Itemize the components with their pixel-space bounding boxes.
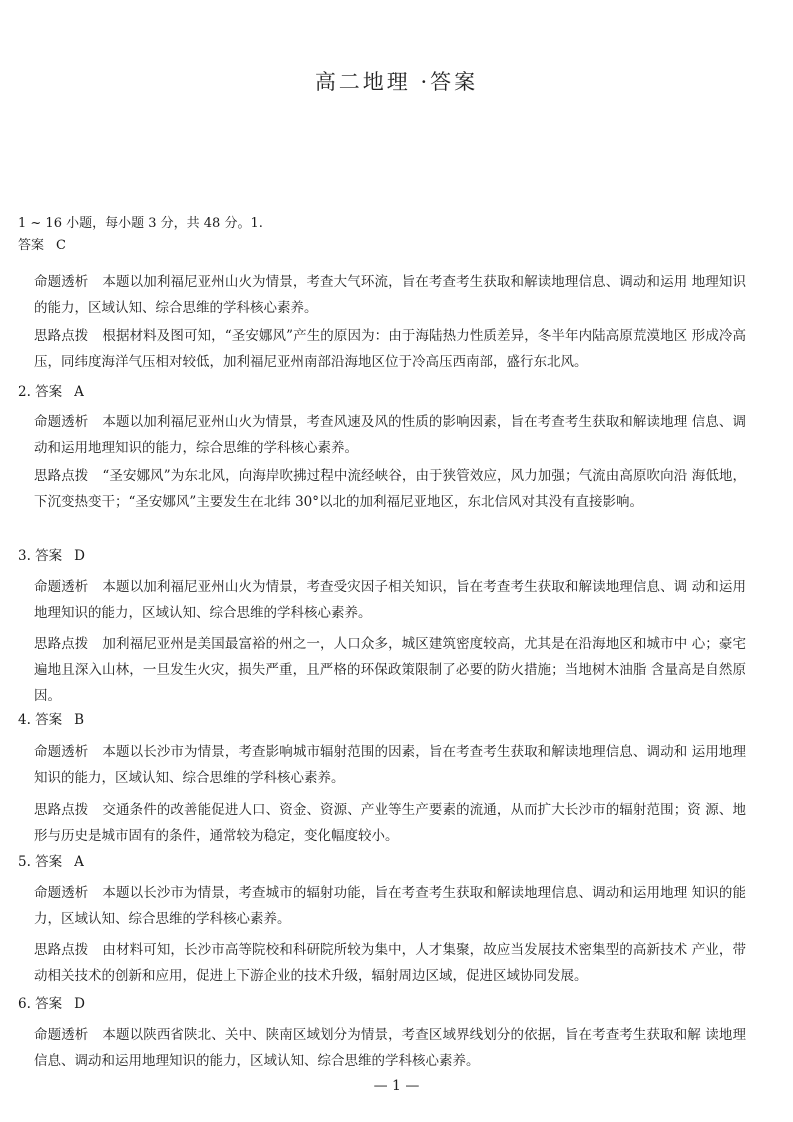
hint-text: 交通条件的改善能促进人口、资金、资源、产业等生产要素的流通，从而扩大长沙市的辐射范围；资 源、地形与历史是城市固有的条件，通常较为稳定，变化幅度较小。 [34, 802, 747, 844]
analysis-label: 命题透析 [34, 744, 89, 760]
q3-hint [34, 631, 746, 709]
q1-hint [34, 323, 746, 375]
answer-label: 5. 答案 [18, 854, 63, 870]
analysis-text: 本题以长沙市为情景，考查城市的辐射功能，旨在考查考生获取和解读地理信息、调动和运用地理 知识的能力，区域认知、综合思维的学科核心素养。 [34, 885, 747, 927]
q2-answer [18, 382, 84, 402]
analysis-text: 本题以加利福尼亚州山火为情景，考查风速及风的性质的影响因素，旨在考查考生获取和解读地理 信息、调动和运用地理知识的能力，综合思维的学科核心素养。 [34, 414, 747, 456]
answer-letter: A [74, 384, 84, 400]
hint-label: 思路点拨 [34, 802, 89, 818]
page-title: 高二地理 ·答案 [314, 70, 479, 94]
answer-letter: B [74, 712, 85, 728]
hint-label: 思路点拨 [34, 636, 89, 652]
analysis-label: 命题透析 [34, 1027, 89, 1043]
page-number: — 1 — [373, 1078, 420, 1094]
hint-text: “圣安娜风”为东北风，向海岸吹拂过程中流经峡谷，由于狭管效应，风力加强；气流由高原吹向沿 海低地，下沉变热变干；“圣安娜风”主要发生在北纬 30°以北的加利福尼亚地区，东北信风对其没有直接影响。 [34, 468, 747, 510]
analysis-text: 本题以长沙市为情景，考查影响城市辐射范围的因素，旨在考查考生获取和解读地理信息、调动和 运用地理知识的能力，区域认知、综合思维的学科核心素养。 [34, 744, 747, 786]
analysis-text: 本题以加利福尼亚州山火为情景，考查受灾因子相关知识，旨在考查考生获取和解读地理信息、调 动和运用地理知识的能力，区域认知、综合思维的学科核心素养。 [34, 579, 747, 621]
analysis-label: 命题透析 [34, 579, 89, 595]
analysis-label: 命题透析 [34, 414, 89, 430]
answer-letter: D [74, 548, 85, 564]
answer-label: 4. 答案 [18, 712, 63, 728]
q3-analysis [34, 574, 746, 626]
q5-hint [34, 937, 746, 989]
answer-label: 答案 [18, 238, 45, 253]
q6-analysis [34, 1022, 746, 1074]
analysis-label: 命题透析 [34, 885, 89, 901]
q5-answer [18, 852, 84, 872]
answer-label: 3. 答案 [18, 548, 63, 564]
hint-label: 思路点拨 [34, 328, 89, 344]
q4-hint [34, 797, 746, 849]
answer-letter: A [74, 854, 84, 870]
first-answer [18, 235, 793, 257]
q4-answer [18, 710, 84, 730]
q2-hint [34, 463, 746, 515]
answer-letter: C [56, 238, 66, 253]
analysis-label: 命题透析 [34, 274, 89, 290]
analysis-text: 本题以加利福尼亚州山火为情景，考查大气环流，旨在考查考生获取和解读地理信息、调动和运用 地理知识的能力，区域认知、综合思维的学科核心素养。 [34, 274, 747, 316]
intro-line: 1 ~ 16 小题，每小题 3 分，共 48 分。1. [18, 216, 263, 231]
hint-text: 加利福尼亚州是美国最富裕的州之一，人口众多，城区建筑密度较高，尤其是在沿海地区和城市中 心；豪宅遍地且深入山林，一旦发生火灾，损失严重，且严格的环保政策限制了必要的防火措施；当地树木油脂 含量高是自然原因。 [34, 636, 747, 704]
hint-label: 思路点拨 [34, 468, 89, 484]
analysis-text: 本题以陕西省陕北、关中、陕南区域划分为情景，考查区域界线划分的依据，旨在考查考生获取和解 读地理信息、调动和运用地理知识的能力，区域认知、综合思维的学科核心素养。 [34, 1027, 747, 1069]
hint-text: 根据材料及图可知，“圣安娜风”产生的原因为：由于海陆热力性质差异，冬半年内陆高原荒漠地区 形成冷高压，同纬度海洋气压相对较低，加利福尼亚州南部沿海地区位于冷高压西南部，盛行东北风。 [34, 328, 747, 370]
q1-analysis [34, 269, 746, 321]
q5-analysis [34, 880, 746, 932]
hint-label: 思路点拨 [34, 942, 89, 958]
answer-label: 6. 答案 [18, 996, 63, 1012]
q3-answer [18, 546, 85, 566]
answer-letter: D [74, 996, 85, 1012]
q4-analysis [34, 739, 746, 791]
q6-answer [18, 994, 85, 1014]
intro [18, 213, 793, 257]
hint-text: 由材料可知，长沙市高等院校和科研院所较为集中，人才集聚，故应当发展技术密集型的高新技术 产业，带动相关技术的创新和应用，促进上下游企业的技术升级，辐射周边区域，促进区域协同发展。 [34, 942, 747, 984]
answer-label: 2. 答案 [18, 384, 63, 400]
q2-analysis [34, 409, 746, 461]
